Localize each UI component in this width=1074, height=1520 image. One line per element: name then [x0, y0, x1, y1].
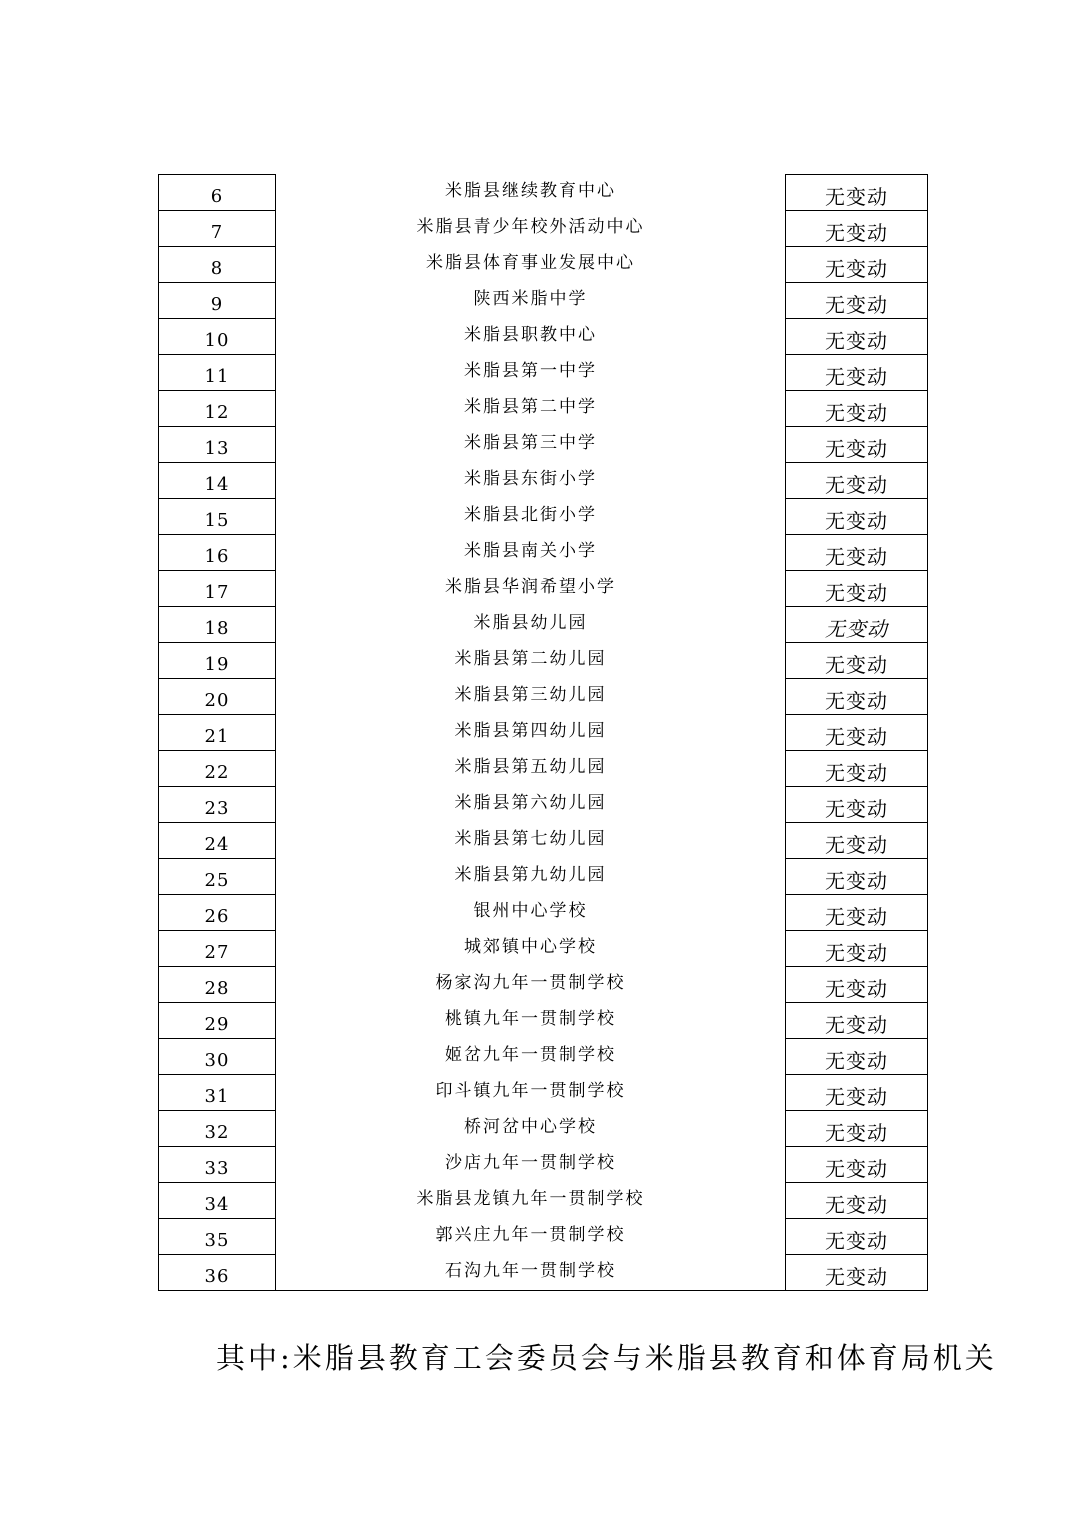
unit-name: 米脂县第六幼儿园 — [276, 787, 786, 823]
change-status: 无变动 — [786, 1039, 928, 1075]
change-status: 无变动 — [786, 607, 928, 643]
table-row — [159, 283, 928, 319]
unit-table — [158, 174, 928, 1291]
table-row — [159, 1039, 928, 1075]
table-row — [159, 607, 928, 643]
change-status: 无变动 — [786, 355, 928, 391]
change-status: 无变动 — [786, 1111, 928, 1147]
unit-name: 银州中心学校 — [276, 895, 786, 931]
change-status: 无变动 — [786, 319, 928, 355]
change-status: 无变动 — [786, 463, 928, 499]
table-row — [159, 463, 928, 499]
table-row — [159, 967, 928, 1003]
table-row — [159, 535, 928, 571]
change-status: 无变动 — [786, 931, 928, 967]
unit-name: 米脂县龙镇九年一贯制学校 — [276, 1183, 786, 1219]
change-status: 无变动 — [786, 643, 928, 679]
row-number: 25 — [159, 859, 276, 895]
row-number: 22 — [159, 751, 276, 787]
change-status: 无变动 — [786, 1255, 928, 1291]
change-status: 无变动 — [786, 1003, 928, 1039]
unit-name: 陕西米脂中学 — [276, 283, 786, 319]
row-number: 24 — [159, 823, 276, 859]
change-status: 无变动 — [786, 679, 928, 715]
table-row — [159, 1147, 928, 1183]
change-status: 无变动 — [786, 427, 928, 463]
table-row — [159, 1075, 928, 1111]
row-number: 28 — [159, 967, 276, 1003]
table-row — [159, 211, 928, 247]
row-number: 13 — [159, 427, 276, 463]
row-number: 31 — [159, 1075, 276, 1111]
unit-name: 米脂县东街小学 — [276, 463, 786, 499]
change-status: 无变动 — [786, 751, 928, 787]
unit-name: 米脂县第三中学 — [276, 427, 786, 463]
table-row — [159, 1255, 928, 1291]
change-status: 无变动 — [786, 283, 928, 319]
unit-name: 米脂县第五幼儿园 — [276, 751, 786, 787]
unit-name: 米脂县第七幼儿园 — [276, 823, 786, 859]
table-row — [159, 1003, 928, 1039]
row-number: 15 — [159, 499, 276, 535]
change-status: 无变动 — [786, 787, 928, 823]
row-number: 36 — [159, 1255, 276, 1291]
footer-note: 其中:米脂县教育工会委员会与米脂县教育和体育局机关 — [216, 1341, 997, 1375]
change-status: 无变动 — [786, 715, 928, 751]
unit-name: 米脂县第一中学 — [276, 355, 786, 391]
change-status: 无变动 — [786, 1147, 928, 1183]
change-status: 无变动 — [786, 1219, 928, 1255]
unit-name: 桃镇九年一贯制学校 — [276, 1003, 786, 1039]
table-row — [159, 895, 928, 931]
row-number: 11 — [159, 355, 276, 391]
unit-name: 米脂县职教中心 — [276, 319, 786, 355]
row-number: 6 — [159, 175, 276, 211]
table-row — [159, 1219, 928, 1255]
table-row — [159, 1111, 928, 1147]
unit-name: 城郊镇中心学校 — [276, 931, 786, 967]
unit-name: 米脂县青少年校外活动中心 — [276, 211, 786, 247]
unit-name: 米脂县华润希望小学 — [276, 571, 786, 607]
table-row — [159, 571, 928, 607]
change-status: 无变动 — [786, 499, 928, 535]
row-number: 19 — [159, 643, 276, 679]
table-row — [159, 715, 928, 751]
table-row — [159, 751, 928, 787]
unit-name: 杨家沟九年一贯制学校 — [276, 967, 786, 1003]
change-status: 无变动 — [786, 535, 928, 571]
table-row — [159, 247, 928, 283]
change-status: 无变动 — [786, 823, 928, 859]
unit-name: 米脂县体育事业发展中心 — [276, 247, 786, 283]
unit-name: 沙店九年一贯制学校 — [276, 1147, 786, 1183]
unit-name: 米脂县第四幼儿园 — [276, 715, 786, 751]
change-status: 无变动 — [786, 859, 928, 895]
unit-name: 米脂县北街小学 — [276, 499, 786, 535]
table-row — [159, 391, 928, 427]
unit-name: 姬岔九年一贯制学校 — [276, 1039, 786, 1075]
row-number: 30 — [159, 1039, 276, 1075]
change-status: 无变动 — [786, 175, 928, 211]
row-number: 26 — [159, 895, 276, 931]
unit-name: 郭兴庄九年一贯制学校 — [276, 1219, 786, 1255]
row-number: 29 — [159, 1003, 276, 1039]
unit-name: 米脂县南关小学 — [276, 535, 786, 571]
table-row — [159, 787, 928, 823]
row-number: 10 — [159, 319, 276, 355]
row-number: 34 — [159, 1183, 276, 1219]
table-row — [159, 679, 928, 715]
unit-name: 米脂县幼儿园 — [276, 607, 786, 643]
row-number: 8 — [159, 247, 276, 283]
row-number: 12 — [159, 391, 276, 427]
unit-name: 石沟九年一贯制学校 — [276, 1255, 786, 1291]
table-row — [159, 1183, 928, 1219]
table-row — [159, 175, 928, 211]
unit-name: 桥河岔中心学校 — [276, 1111, 786, 1147]
table-row — [159, 319, 928, 355]
table-row — [159, 859, 928, 895]
table-body — [159, 175, 928, 1291]
row-number: 21 — [159, 715, 276, 751]
row-number: 7 — [159, 211, 276, 247]
change-status: 无变动 — [786, 571, 928, 607]
table-row — [159, 427, 928, 463]
change-status: 无变动 — [786, 1183, 928, 1219]
row-number: 18 — [159, 607, 276, 643]
unit-name: 米脂县第三幼儿园 — [276, 679, 786, 715]
table-row — [159, 499, 928, 535]
unit-name: 印斗镇九年一贯制学校 — [276, 1075, 786, 1111]
unit-name: 米脂县第九幼儿园 — [276, 859, 786, 895]
change-status: 无变动 — [786, 1075, 928, 1111]
unit-name: 米脂县继续教育中心 — [276, 175, 786, 211]
table-row — [159, 355, 928, 391]
unit-name: 米脂县第二幼儿园 — [276, 643, 786, 679]
row-number: 32 — [159, 1111, 276, 1147]
row-number: 9 — [159, 283, 276, 319]
change-status: 无变动 — [786, 211, 928, 247]
row-number: 27 — [159, 931, 276, 967]
table-row — [159, 643, 928, 679]
row-number: 14 — [159, 463, 276, 499]
change-status: 无变动 — [786, 247, 928, 283]
change-status: 无变动 — [786, 391, 928, 427]
change-status: 无变动 — [786, 895, 928, 931]
row-number: 23 — [159, 787, 276, 823]
row-number: 33 — [159, 1147, 276, 1183]
change-status: 无变动 — [786, 967, 928, 1003]
table-row — [159, 823, 928, 859]
row-number: 17 — [159, 571, 276, 607]
row-number: 16 — [159, 535, 276, 571]
row-number: 35 — [159, 1219, 276, 1255]
unit-name: 米脂县第二中学 — [276, 391, 786, 427]
table-row — [159, 931, 928, 967]
row-number: 20 — [159, 679, 276, 715]
